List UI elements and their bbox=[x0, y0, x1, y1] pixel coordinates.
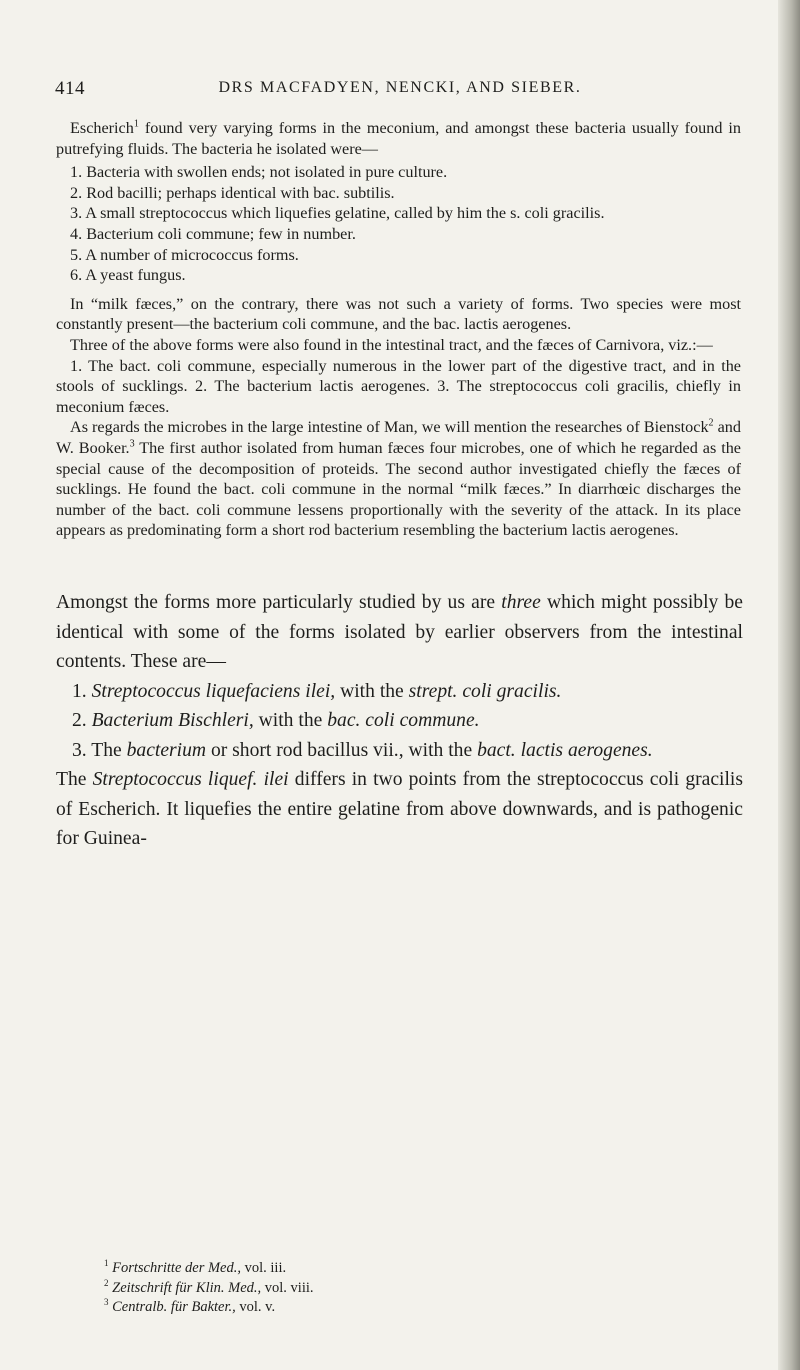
list-item: 6. A yeast fungus. bbox=[70, 266, 186, 285]
list-item: 5. A number of micrococcus forms. bbox=[70, 245, 299, 264]
escherich-intro-paragraph: Escherich$^1$ found very varying forms in the meconium, and amongst these bacteria usually found in putrefying fluids. The bacteria he isolated were— bbox=[56, 118, 741, 158]
carnivora-list-paragraph: 1. The bact. coli commune, especially numerous in the lower part of the digestive tract, and in the stools of sucklings. 2. The bacterium lactis aerogenes. 3. The streptococcus coli gracilis, chiefly in meconium fæces. bbox=[56, 356, 741, 416]
list-item: 4. Bacterium coli commune; few in number. bbox=[70, 224, 356, 243]
footnote-ref-1: 1 bbox=[133, 118, 139, 130]
page-number: 414 bbox=[55, 78, 85, 99]
footnote-ref-3: 3 bbox=[129, 438, 135, 450]
escherich-bacteria-list bbox=[56, 162, 741, 286]
list-item: 1. Streptococcus liquefaciens ilei, with the strept. coli gracilis. bbox=[72, 680, 562, 702]
escherich-section bbox=[56, 118, 741, 541]
footnote-ref-2: 2 bbox=[708, 417, 714, 429]
carnivora-paragraph: Three of the above forms were also found in the intestinal tract, and the fæces of Carnivora, viz.:— bbox=[70, 335, 713, 354]
footnote: $^2$ Zeitschrift für Klin. Med., vol. viii. bbox=[104, 1277, 314, 1296]
list-item: 3. The bacterium or short rod bacillus vii., with the bact. lactis aerogenes. bbox=[72, 739, 653, 761]
footnote: $^3$ Centralb. für Bakter., vol. v. bbox=[104, 1297, 276, 1315]
three-forms-list bbox=[56, 677, 743, 766]
running-title: DRS MACFADYEN, NENCKI, AND SIEBER. bbox=[218, 79, 582, 96]
page-edge-shadow bbox=[778, 0, 800, 1370]
footnote: $^1$ Fortschritte der Med., vol. iii. bbox=[104, 1258, 287, 1276]
list-item: 2. Rod bacilli; perhaps identical with bac. subtilis. bbox=[70, 183, 395, 202]
main-section bbox=[56, 588, 743, 854]
footnotes bbox=[104, 1259, 704, 1318]
large-intestine-paragraph: As regards the microbes in the large intestine of Man, we will mention the researches of Bienstock$^2$ and W. Booker.$^3$ The first author isolated from human fæces four microbes, one of which he regarded as the special cause of the decomposition of proteids. The second author investigated chiefly the fæces of sucklings. He found the bact. coli commune in the normal “milk fæces.” In diarrhœic discharges the number of the bact. coli commune lessens proportionally with the severity of the attack. In its place appears as predominating form a short rod bacterium resembling the bacterium lactis aerogenes. bbox=[56, 417, 741, 540]
streptococcus-paragraph: The Streptococcus liquef. ilei differs in two points from the streptococcus coli gracilis of Escherich. It liquefies the entire gelatine from above downwards, and is pathogenic for Guinea- bbox=[56, 769, 743, 849]
list-item: 2. Bacterium Bischleri, with the bac. coli commune. bbox=[72, 710, 480, 731]
list-item: 3. A small streptococcus which liquefies gelatine, called by him the s. coli gracilis. bbox=[70, 204, 605, 223]
milk-faeces-paragraph: In “milk fæces,” on the contrary, there was not such a variety of forms. Two species were most constantly present—the bacterium coli commune, and the bac. lactis aerogenes. bbox=[56, 294, 741, 334]
page-header bbox=[0, 78, 800, 102]
three-forms-paragraph: Amongst the forms more particularly studied by us are three which might possibly be identical with some of the forms isolated by earlier observers from the intestinal contents. These are— bbox=[56, 592, 743, 672]
list-item: 1. Bacteria with swollen ends; not isolated in pure culture. bbox=[70, 163, 448, 182]
